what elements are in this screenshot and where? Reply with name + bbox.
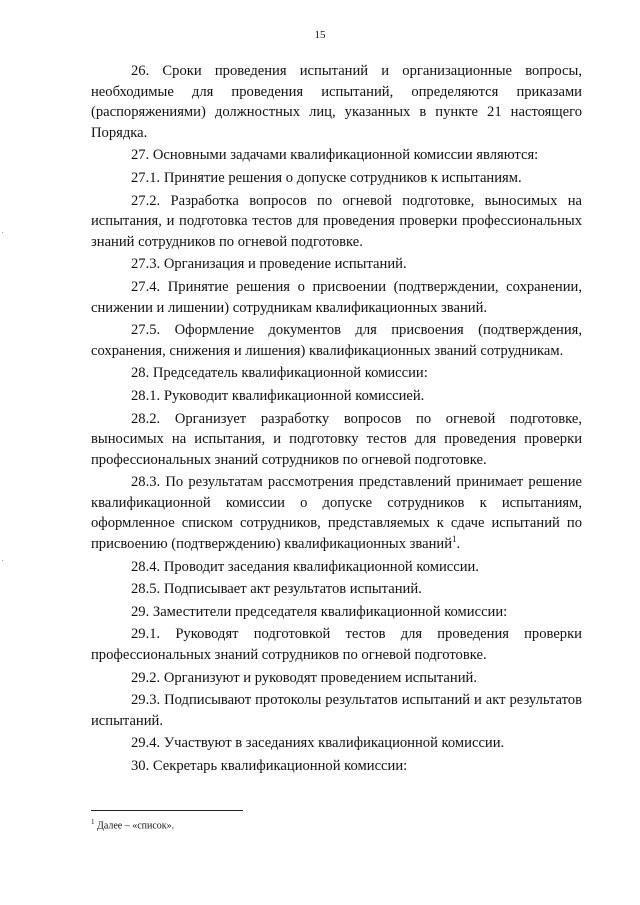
paragraph-29-1: 29.1. Руководят подготовкой тестов для проведения проверки профессиональных знаний сотрудников по огневой подготовке.	[91, 626, 582, 664]
paragraph-28: 28. Председатель квалификационной комиссии:	[131, 365, 428, 382]
paragraph-29-2: 29.2. Организуют и руководят проведением испытаний.	[131, 669, 477, 686]
paragraph-28-3-text: 28.3. По результатам рассмотрения представлений принимает решение квалификационной комиссии о допуске сотрудников к испытаниям, оформленное списком сотрудников, представляемых к сдаче испытаний по присвоению (подтверждению) квалификационных званий	[91, 474, 582, 553]
paragraph-29-3: 29.3. Подписывают протоколы результатов испытаний и акт результатов испытаний.	[91, 692, 582, 729]
page-number: 15	[314, 29, 326, 41]
paragraph-27: 27. Основными задачами квалификационной комиссии являются:	[131, 147, 539, 164]
paragraph-27-1: 27.1. Принятие решения о допуске сотрудников к испытаниям.	[131, 169, 522, 186]
footnote	[91, 816, 174, 832]
paragraph-28-1: 28.1. Руководит квалификационной комиссией.	[131, 387, 425, 404]
paragraph-27-5: 27.5. Оформление документов для присвоения (подтверждения, сохранения, снижения и лишения) квалификационных званий сотрудникам.	[91, 322, 582, 359]
paragraph-28-5: 28.5. Подписывает акт результатов испытаний.	[131, 581, 422, 598]
paragraph-26: 26. Сроки проведения испытаний и организационные вопросы, необходимые для проведения испытаний, определяются приказами (распоряжениями) должностных лиц, указанных в пункте 21 настоящего Порядка.	[91, 63, 582, 141]
paragraph-29-4: 29.4. Участвуют в заседаниях квалификационной комиссии.	[131, 735, 505, 752]
footnote-reference: 1	[452, 534, 457, 545]
paragraph-28-4: 28.4. Проводит заседания квалификационной комиссии.	[131, 558, 479, 575]
footnote-text: Далее – «список».	[97, 820, 175, 832]
paragraph-27-2: 27.2. Разработка вопросов по огневой подготовке, выносимых на испытания, и подготовка тестов для проведения проверки профессиональных знаний сотрудников по огневой подготовке.	[91, 192, 582, 250]
footnote-separator	[91, 810, 243, 811]
paragraph-27-4: 27.4. Принятие решения о присвоении (подтверждении, сохранении, снижении и лишении) сотрудникам квалификационных званий.	[91, 278, 582, 316]
paragraph-28-2: 28.2. Организует разработку вопросов по огневой подготовке, выносимых на испытания, и подготовку тестов для проведения проверки профессиональных знаний сотрудников по огневой подготовке.	[91, 410, 582, 468]
document-body	[91, 61, 582, 777]
paragraph-29: 29. Заместители председателя квалификационной комиссии:	[131, 603, 508, 620]
scan-artifact-dot	[2, 232, 3, 233]
paragraph-27-3: 27.3. Организация и проведение испытаний.	[131, 256, 407, 273]
paragraph-30: 30. Секретарь квалификационной комиссии:	[131, 758, 408, 774]
footnote-marker: 1	[91, 818, 95, 826]
paragraph-28-3: 28.3. По результатам рассмотрения представлений принимает решение квалификационной комиссии о допуске сотрудников к испытаниям, оформленное списком сотрудников, представляемых к сдаче испытаний по присвоению (подтверждению) квалификационных званий$^1$.	[91, 474, 582, 553]
scan-artifact-dot	[2, 560, 3, 561]
